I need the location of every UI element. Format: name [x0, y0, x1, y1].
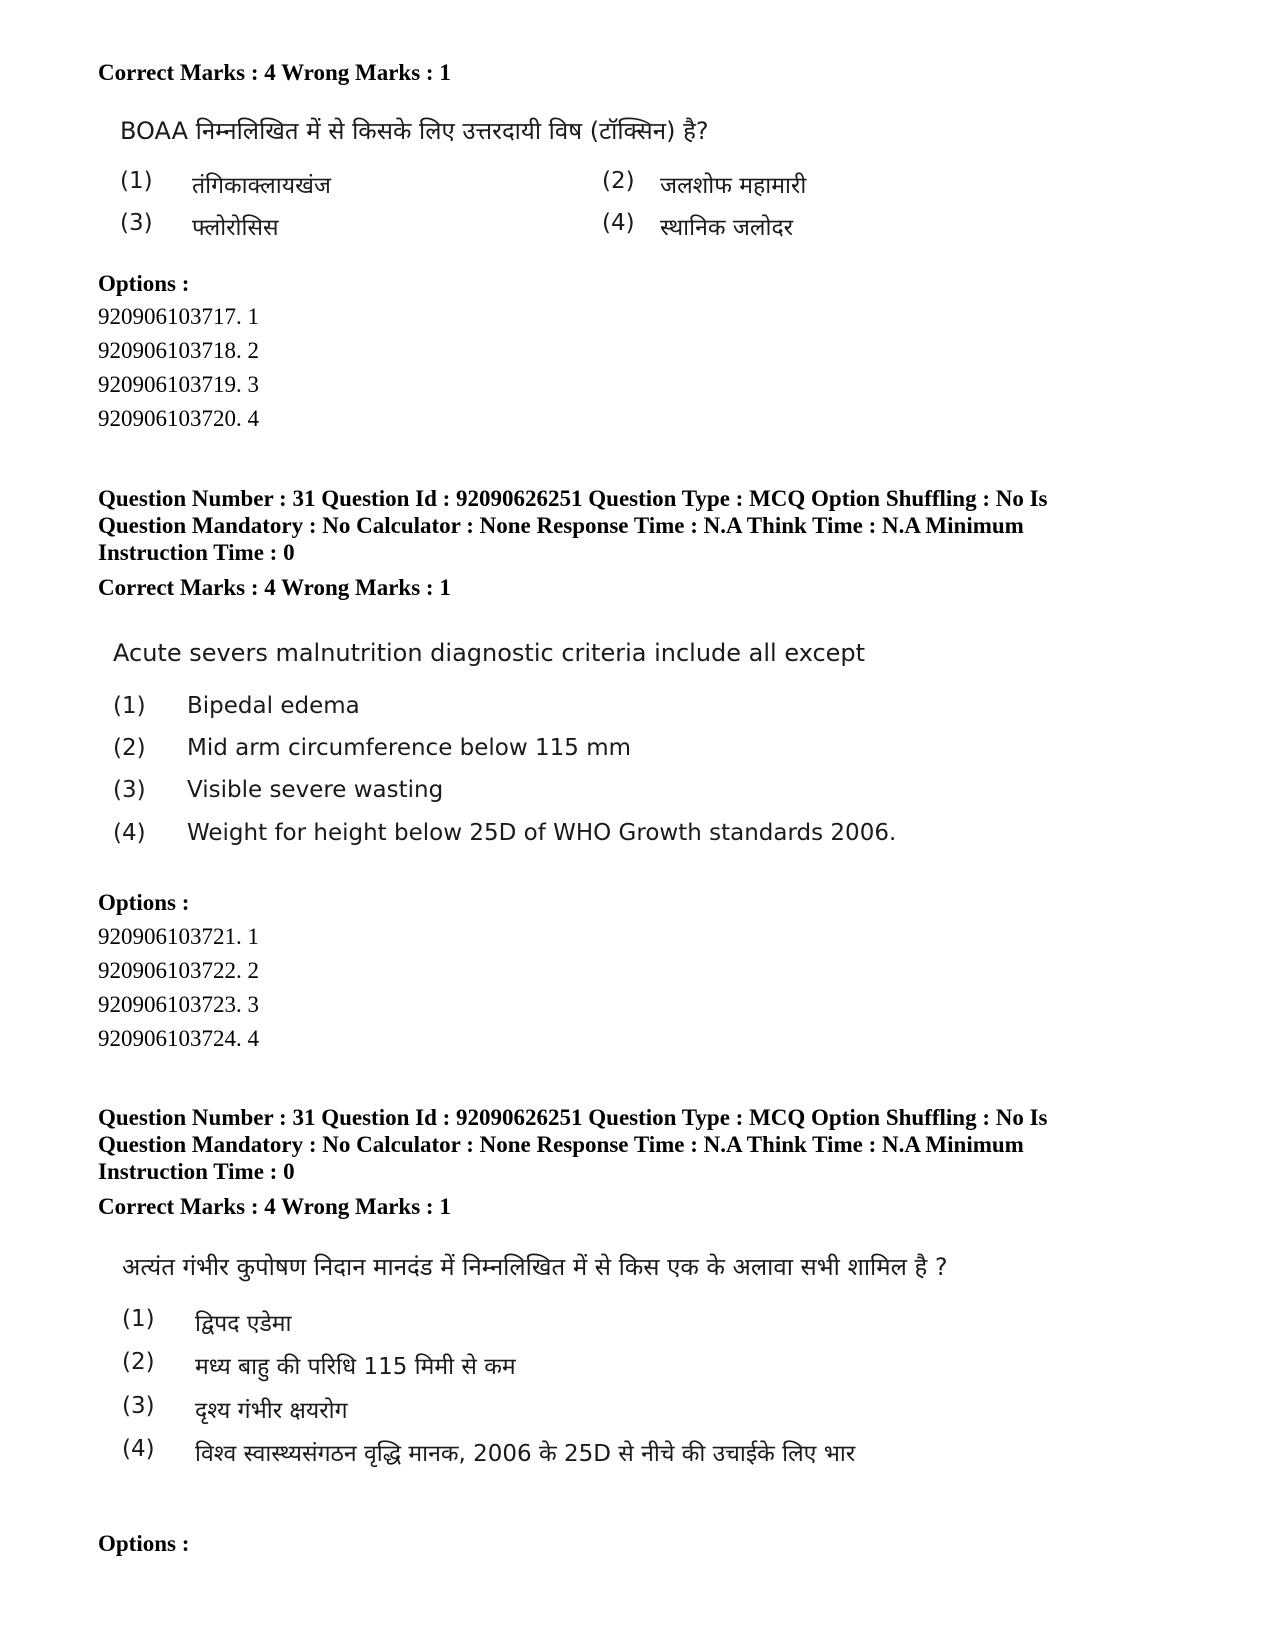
question-meta: Question Number : 31 Question Id : 92090626251 Question Type : MCQ Option Shuffling : No Is Question Mandatory : No Calculator : None Response Time : N.A Think Time : N.A Minimum Instruction Time : 0 — [98, 1105, 1048, 1184]
question-meta: Question Number : 31 Question Id : 92090626251 Question Type : MCQ Option Shuffling : No Is Question Mandatory : No Calculator : None Response Time : N.A Think Time : N.A Minimum Instruction Time : 0 — [98, 486, 1048, 565]
option-id: 920906103718. 2 — [98, 338, 259, 363]
choice-text: द्विपद एडेमा — [195, 1311, 292, 1337]
choice-text: विश्व स्वास्थ्यसंगठन वृद्धि मानक, 2006 के 25D से नीचे की उचाईके लिए भार — [195, 1441, 856, 1467]
choice-number: (4) — [602, 210, 635, 236]
choice-number: (4) — [122, 1436, 155, 1462]
marks-line: Correct Marks : 4 Wrong Marks : 1 — [98, 60, 451, 85]
choice-number: (1) — [122, 1306, 155, 1332]
option-id: 920906103720. 4 — [98, 406, 259, 431]
choice-text: Bipedal edema — [187, 693, 360, 719]
choice-text: मध्य बाहु की परिधि 115 मिमी से कम — [195, 1354, 516, 1380]
options-label: Options : — [98, 890, 190, 915]
option-id: 920906103723. 3 — [98, 992, 259, 1017]
choice-number: (1) — [120, 168, 153, 194]
choice-text: फ्लोरोसिस — [192, 215, 279, 241]
choice-text: जलशोफ महामारी — [660, 173, 807, 199]
choice-row — [122, 1349, 1022, 1385]
choice-number: (2) — [113, 735, 146, 761]
marks-line: Correct Marks : 4 Wrong Marks : 1 — [98, 1194, 451, 1219]
option-id-list — [98, 920, 259, 1056]
marks-line: Correct Marks : 4 Wrong Marks : 1 — [98, 575, 451, 600]
choice-number: (4) — [113, 820, 146, 846]
choice-row — [113, 693, 1013, 727]
choice-row — [122, 1306, 1022, 1342]
choice-text: तंगिकाक्लायखंज — [192, 173, 331, 199]
choice-row — [113, 820, 1013, 854]
choice-row — [120, 210, 1020, 246]
choice-row — [122, 1436, 1122, 1472]
option-id: 920906103721. 1 — [98, 924, 259, 949]
choice-text: स्थानिक जलोदर — [660, 215, 794, 241]
choice-number: (3) — [120, 210, 153, 236]
option-id: 920906103724. 4 — [98, 1026, 259, 1051]
choice-row — [113, 735, 1013, 769]
question-text: अत्यंत गंभीर कुपोषण निदान मानदंड में निम्नलिखित में से किस एक के अलावा सभी शामिल है ? — [122, 1253, 948, 1281]
choice-row — [122, 1393, 1022, 1429]
question-text: BOAA निम्नलिखित में से किसके लिए उत्तरदायी विष (टॉक्सिन) है? — [120, 117, 709, 145]
choice-number: (2) — [122, 1349, 155, 1375]
choice-text: Weight for height below 25D of WHO Growth standards 2006. — [187, 820, 897, 846]
option-id: 920906103719. 3 — [98, 372, 259, 397]
choice-text: Visible severe wasting — [187, 777, 444, 803]
option-id: 920906103722. 2 — [98, 958, 259, 983]
option-id-list — [98, 300, 259, 436]
choice-number: (3) — [113, 777, 146, 803]
choice-row — [113, 777, 1013, 811]
choice-text: Mid arm circumference below 115 mm — [187, 735, 632, 761]
option-id: 920906103717. 1 — [98, 304, 259, 329]
choice-number: (2) — [602, 168, 635, 194]
options-label: Options : — [98, 1531, 190, 1556]
choice-row — [120, 168, 1020, 204]
question-text: Acute severs malnutrition diagnostic criteria include all except — [113, 639, 866, 667]
choice-number: (3) — [122, 1393, 155, 1419]
choice-number: (1) — [113, 693, 146, 719]
choice-text: दृश्य गंभीर क्षयरोग — [195, 1398, 348, 1424]
options-label: Options : — [98, 271, 190, 296]
